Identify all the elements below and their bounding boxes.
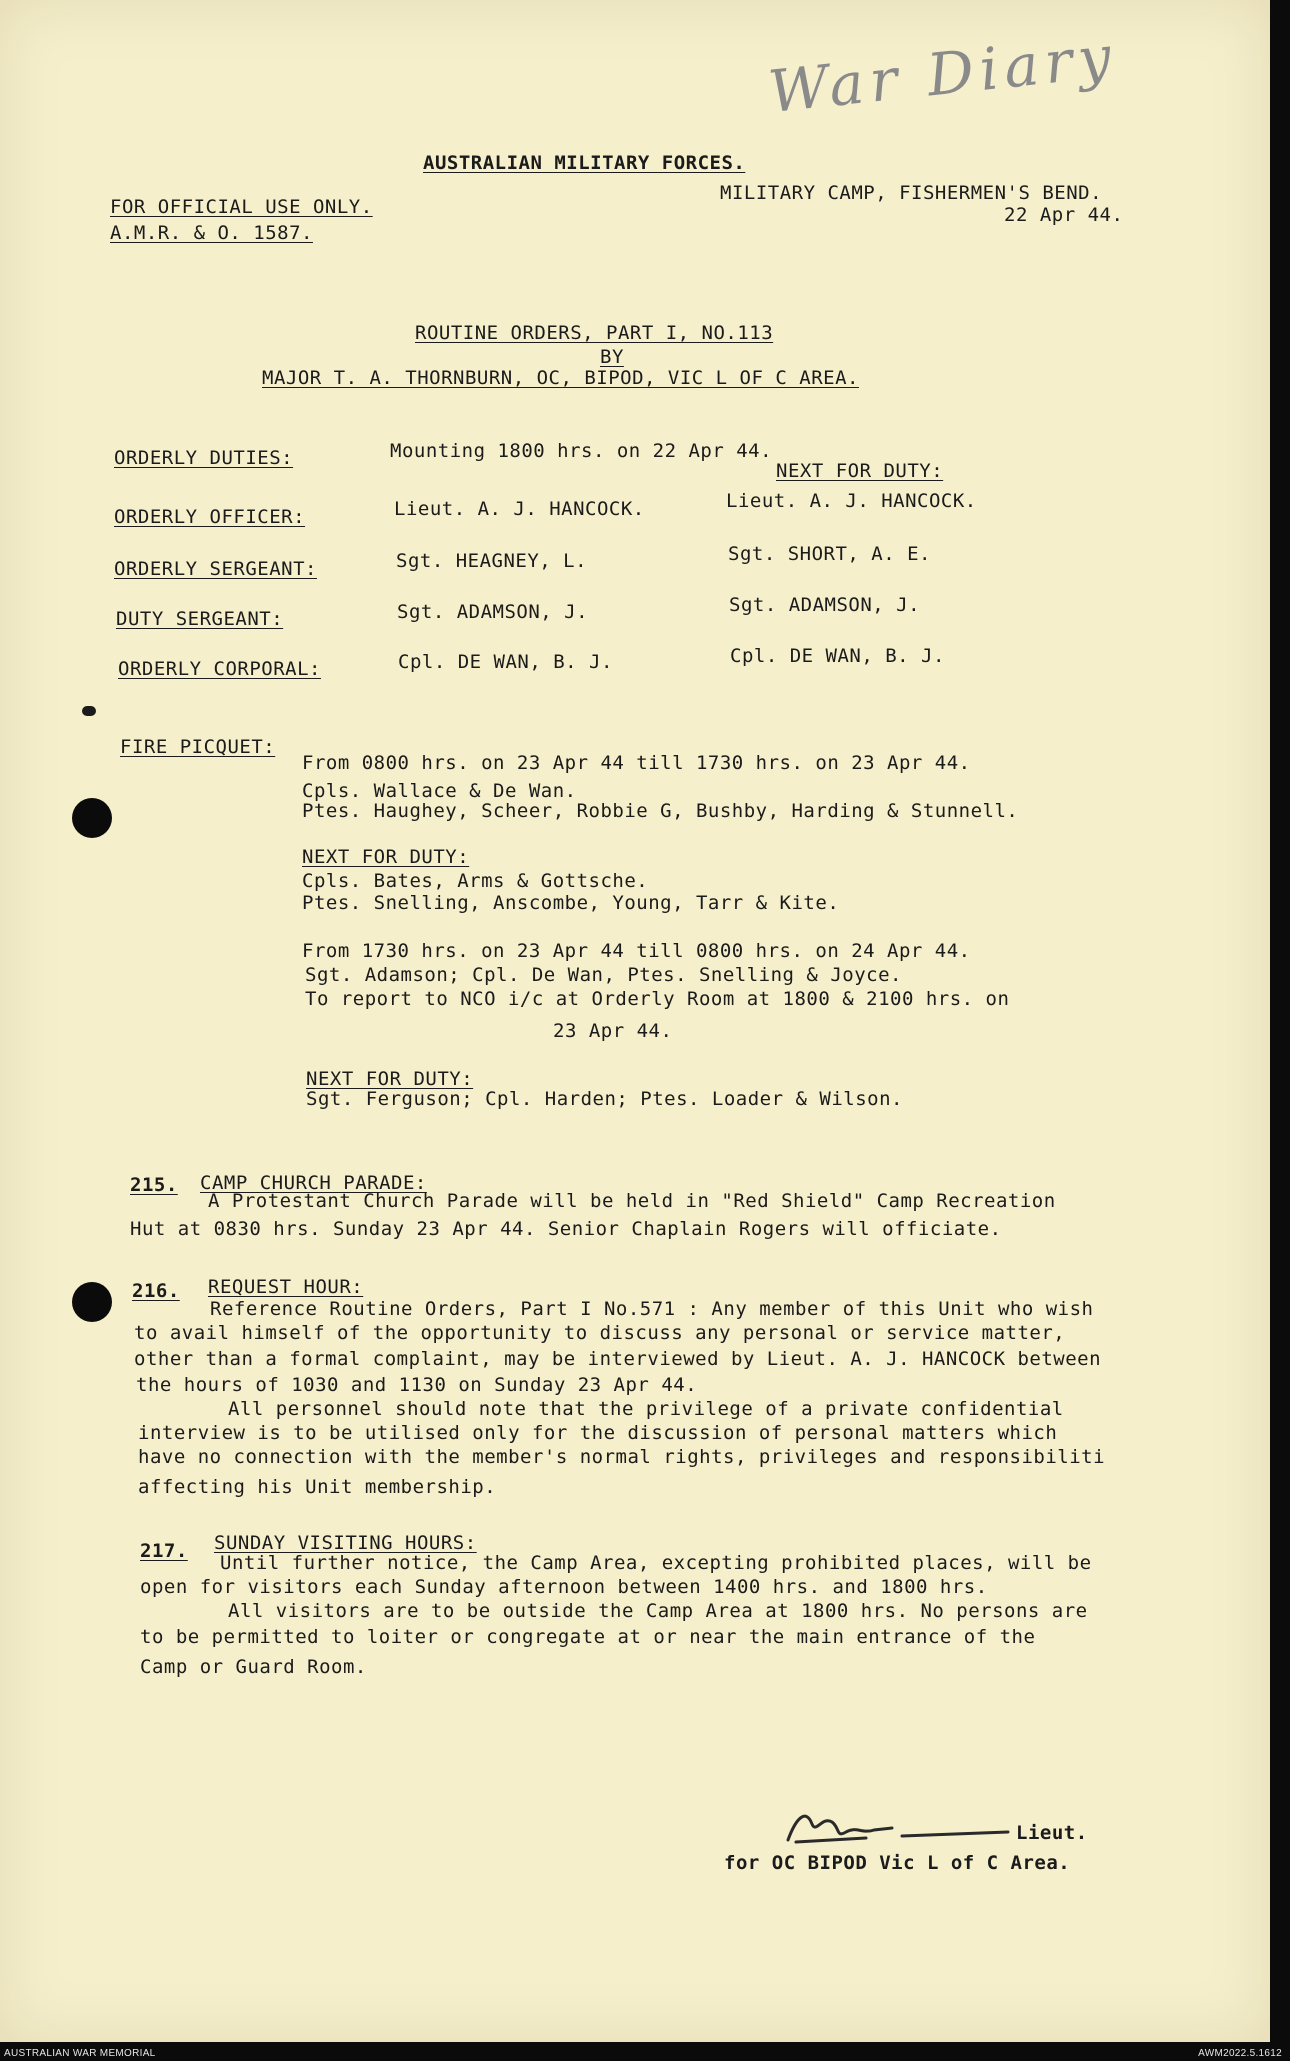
section-title: CAMP CHURCH PARADE: [200, 1172, 427, 1194]
official-use: FOR OFFICIAL USE ONLY. [110, 196, 373, 218]
picquet-line: Ptes. Haughey, Scheer, Robbie G, Bushby, Harding & Stunnell. [302, 800, 1019, 822]
duty-current-corporal: Cpl. DE WAN, B. J. [398, 651, 613, 673]
picquet-line: 23 Apr 44. [553, 1020, 673, 1042]
duty-next-sergeant: Sgt. SHORT, A. E. [728, 543, 931, 565]
picquet-line: Cpls. Bates, Arms & Gottsche. [302, 870, 649, 892]
duty-current-sergeant: Sgt. HEAGNEY, L. [396, 550, 588, 572]
duties-mounting: Mounting 1800 hrs. on 22 Apr 44. [390, 440, 773, 462]
picquet-line: Cpls. Wallace & De Wan. [302, 780, 577, 802]
section-line: open for visitors each Sunday afternoon between 1400 hrs. and 1800 hrs. [140, 1576, 988, 1598]
picquet-line: From 1730 hrs. on 23 Apr 44 till 0800 hrs. on 24 Apr 44. [302, 940, 971, 962]
section-number: 215. [130, 1174, 178, 1196]
section-line: A Protestant Church Parade will be held in "Red Shield" Camp Recreation [208, 1190, 1056, 1212]
duty-label-corporal: ORDERLY CORPORAL: [118, 658, 321, 680]
location: MILITARY CAMP, FISHERMEN'S BEND. [720, 182, 1103, 204]
section-title: SUNDAY VISITING HOURS: [214, 1532, 477, 1554]
punch-hole-top [72, 798, 112, 838]
section-line: the hours of 1030 and 1130 on Sunday 23 Apr 44. [136, 1374, 698, 1396]
footer-left: AUSTRALIAN WAR MEMORIAL [4, 2048, 156, 2059]
handwritten-annotation: War Diary [765, 21, 1121, 127]
duty-label-sergeant: ORDERLY SERGEANT: [114, 558, 317, 580]
orders-title: ROUTINE ORDERS, PART I, NO.113 [415, 322, 774, 344]
duty-current-duty-sergeant: Sgt. ADAMSON, J. [397, 601, 589, 623]
picquet-line: To report to NCO i/c at Orderly Room at 1800 & 2100 hrs. on [305, 988, 1010, 1010]
signature [776, 1798, 1016, 1858]
signature-rank: Lieut. [1016, 1822, 1088, 1844]
fire-picquet-label: FIRE PICQUET: [120, 736, 276, 758]
footer-right: AWM2022.5.1612 [1198, 2048, 1282, 2059]
section-number: 217. [140, 1540, 188, 1562]
section-line: Until further notice, the Camp Area, excepting prohibited places, will be [220, 1552, 1092, 1574]
section-line: Reference Routine Orders, Part I No.571 : Any member of this Unit who wish [210, 1298, 1094, 1320]
section-line: other than a formal complaint, may be interviewed by Lieut. A. J. HANCOCK between [134, 1348, 1102, 1370]
section-line: have no connection with the member's normal rights, privileges and responsibiliti [138, 1446, 1106, 1468]
duty-label-duty-sergeant: DUTY SERGEANT: [116, 608, 284, 630]
section-line: All personnel should note that the privilege of a private confidential [228, 1398, 1064, 1420]
section-line: to avail himself of the opportunity to discuss any personal or service matter, [134, 1322, 1066, 1344]
duty-next-corporal: Cpl. DE WAN, B. J. [730, 645, 945, 667]
amr-reference: A.M.R. & O. 1587. [110, 222, 313, 244]
punch-hole-bottom [72, 1282, 112, 1322]
header-title: AUSTRALIAN MILITARY FORCES. [423, 152, 746, 174]
section-line: affecting his Unit membership. [138, 1476, 497, 1498]
duty-current-officer: Lieut. A. J. HANCOCK. [394, 498, 645, 520]
picquet-line: From 0800 hrs. on 23 Apr 44 till 1730 hrs. on 23 Apr 44. [302, 752, 971, 774]
signature-for: for OC BIPOD Vic L of C Area. [724, 1852, 1071, 1874]
section-line: Hut at 0830 hrs. Sunday 23 Apr 44. Senior Chaplain Rogers will officiate. [130, 1218, 1002, 1240]
duty-next-duty-sergeant: Sgt. ADAMSON, J. [729, 594, 921, 616]
duty-label-officer: ORDERLY OFFICER: [114, 506, 306, 528]
section-line: interview is to be utilised only for the discussion of personal matters which [138, 1422, 1058, 1444]
duty-next-officer: Lieut. A. J. HANCOCK. [726, 490, 977, 512]
next-for-duty-label: NEXT FOR DUTY: [776, 460, 944, 482]
picquet-line: Sgt. Ferguson; Cpl. Harden; Ptes. Loader & Wilson. [306, 1088, 903, 1110]
picquet-next-label: NEXT FOR DUTY: [306, 1068, 474, 1090]
picquet-line: Ptes. Snelling, Anscombe, Young, Tarr & Kite. [302, 892, 840, 914]
section-number: 216. [132, 1280, 180, 1302]
ink-blot [82, 706, 96, 716]
picquet-next-label: NEXT FOR DUTY: [302, 846, 470, 868]
orders-issuer: MAJOR T. A. THORNBURN, OC, BIPOD, VIC L OF C AREA. [262, 367, 859, 389]
section-line: Camp or Guard Room. [140, 1656, 367, 1678]
duties-label: ORDERLY DUTIES: [114, 447, 294, 469]
picquet-line: Sgt. Adamson; Cpl. De Wan, Ptes. Snelling & Joyce. [305, 964, 902, 986]
section-line: All visitors are to be outside the Camp Area at 1800 hrs. No persons are [228, 1600, 1088, 1622]
section-title: REQUEST HOUR: [208, 1276, 364, 1298]
section-line: to be permitted to loiter or congregate at or near the main entrance of the [140, 1626, 1036, 1648]
orders-by: BY [600, 346, 624, 368]
document-date: 22 Apr 44. [1004, 204, 1124, 226]
